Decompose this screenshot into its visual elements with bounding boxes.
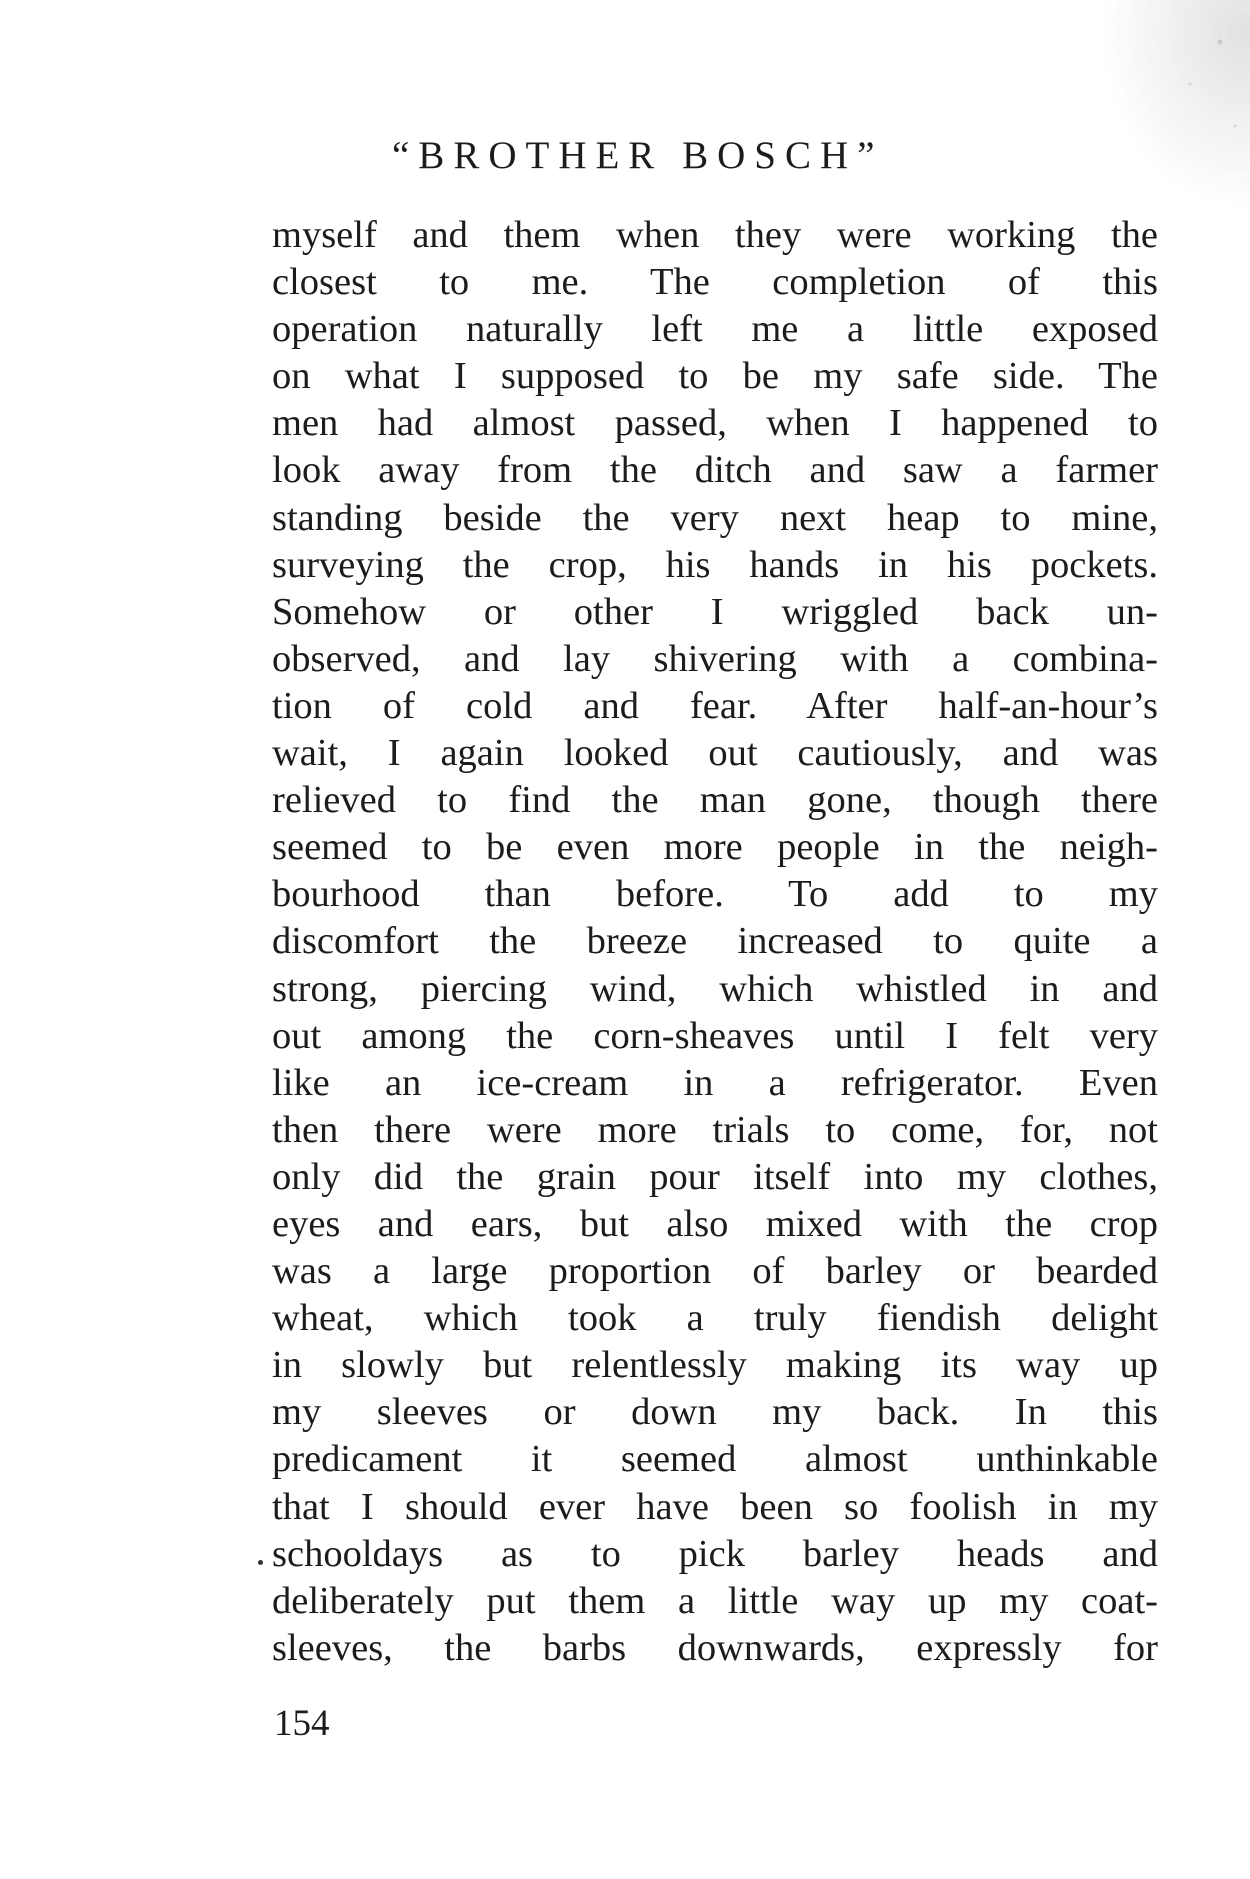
text-line: on what I supposed to be my safe side. The [272, 355, 1158, 398]
text-line: closest to me. The completion of this [272, 261, 1158, 304]
text-line: in slowly but relentlessly making its way up [272, 1344, 1158, 1387]
text-line: then there were more trials to come, for, not [272, 1108, 1158, 1151]
page-number: 154 [274, 1703, 330, 1744]
text-line: standing beside the very next heap to mine, [272, 496, 1158, 539]
text-line: wait, I again looked out cautiously, and was [272, 732, 1158, 775]
text-line: my sleeves or down my back. In this [272, 1391, 1158, 1434]
text-line: wheat, which took a truly fiendish delight [272, 1297, 1158, 1340]
text-line: operation naturally left me a little exposed [272, 308, 1158, 351]
text-line: was a large proportion of barley or bearded [272, 1250, 1158, 1293]
text-line: seemed to be even more people in the neigh- [272, 826, 1158, 869]
text-line: only did the grain pour itself into my clothes, [272, 1155, 1158, 1198]
scan-noise [1100, 0, 1250, 210]
text-line: look away from the ditch and saw a farmer [272, 449, 1158, 492]
body-text [272, 212, 1158, 1672]
text-line: relieved to find the man gone, though there [272, 779, 1158, 822]
text-line: deliberately put them a little way up my coat- [272, 1579, 1158, 1622]
text-line: eyes and ears, but also mixed with the crop [272, 1202, 1158, 1245]
text-line: out among the corn-sheaves until I felt very [272, 1014, 1158, 1057]
text-line: discomfort the breeze increased to quite a [272, 920, 1158, 963]
text-line: schooldays as to pick barley heads and [272, 1532, 1158, 1575]
text-line: Somehow or other I wriggled back un- [272, 590, 1158, 633]
text-line: observed, and lay shivering with a combina- [272, 637, 1158, 680]
text-line: predicament it seemed almost unthinkable [272, 1438, 1158, 1481]
text-line: bourhood than before. To add to my [272, 873, 1158, 916]
text-line: that I should ever have been so foolish in my [272, 1485, 1158, 1528]
running-head: “BROTHER BOSCH” [392, 134, 884, 177]
text-line: myself and them when they were working the [272, 214, 1158, 256]
text-line: tion of cold and fear. After half-an-hour’s [272, 684, 1158, 727]
text-line: men had almost passed, when I happened to [272, 402, 1158, 445]
text-line: surveying the crop, his hands in his pockets. [272, 543, 1158, 586]
text-line: strong, piercing wind, which whistled in and [272, 967, 1158, 1010]
text-line: sleeves, the barbs downwards, expressly for [272, 1626, 1158, 1669]
ink-speck [258, 1560, 263, 1565]
text-line: like an ice-cream in a refrigerator. Even [272, 1061, 1158, 1104]
